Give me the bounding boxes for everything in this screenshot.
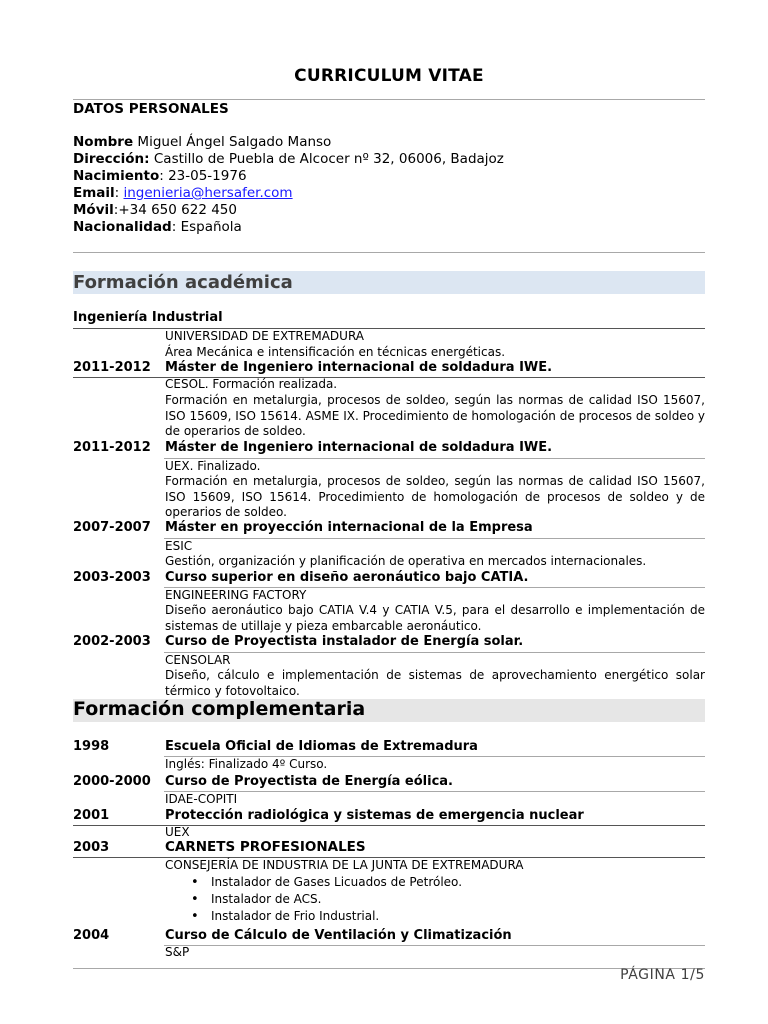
nationality-row	[73, 219, 504, 236]
year: 2000-2000	[73, 774, 151, 789]
name-value: Miguel Ángel Salgado Manso	[133, 134, 332, 150]
year: 2002-2003	[73, 634, 151, 649]
institution: UEX	[165, 825, 190, 839]
nationality-value: : Española	[171, 219, 242, 235]
description: Diseño aeronáutico bajo CATIA V.4 y CATIA V.5, para el desarrollo e implementación de sistemas de utillaje y pieza embarcable aeronáutico.	[165, 603, 705, 633]
year: 2001	[73, 808, 110, 823]
document-title: CURRICULUM VITAE	[294, 66, 484, 86]
email-link[interactable]: ingenieria@hersafer.com	[123, 185, 293, 201]
mobile-value: :+34 650 622 450	[113, 202, 237, 218]
address-value: Castillo de Puebla de Alcocer nº 32, 06006, Badajoz	[149, 151, 504, 167]
name-label: Nombre	[73, 134, 134, 150]
course-title: Máster de Ingeniero internacional de soldadura IWE.	[165, 440, 553, 455]
description: Formación en metalurgia, procesos de soldeo, según las normas de calidad ISO 15607, ISO 15609, ISO 15614. ASME IX. Procedimiento de homologación de procesos de soldeo y de operarios de soldeo.	[165, 393, 705, 438]
year: 1998	[73, 739, 110, 754]
description: Área Mecánica e intensificación en técnicas energéticas.	[165, 345, 506, 359]
year: 2004	[73, 928, 110, 943]
email-label: Email	[73, 185, 115, 201]
institution: Inglés: Finalizado 4º Curso.	[165, 757, 328, 771]
year: 2003-2003	[73, 570, 151, 585]
course-title: Protección radiológica y sistemas de emergencia nuclear	[165, 808, 584, 823]
entry-divider	[164, 791, 705, 792]
course-title: CARNETS PROFESIONALES	[165, 839, 366, 855]
name-row	[73, 134, 504, 151]
institution: ENGINEERING FACTORY	[165, 588, 307, 602]
address-row	[73, 151, 504, 168]
license-item: • Instalador de Frio Industrial.	[165, 908, 705, 925]
institution: CENSOLAR	[165, 653, 231, 667]
year: 2011-2012	[73, 440, 151, 455]
course-title: Curso de Proyectista instalador de Energía solar.	[165, 634, 524, 649]
course-title: Máster en proyección internacional de la Empresa	[165, 520, 533, 535]
year: 2007-2007	[73, 520, 151, 535]
section-title-academic: Formación académica	[73, 272, 293, 293]
birth-label: Nacimiento	[73, 168, 160, 184]
footer-divider	[73, 968, 705, 969]
birth-value: : 23-05-1976	[159, 168, 247, 184]
course-title: Curso de Proyectista de Energía eólica.	[165, 774, 453, 789]
mobile-label: Móvil	[73, 202, 114, 218]
description: Diseño, cálculo e implementación de sistemas de aprovechamiento energético solar térmico y fotovoltaico.	[165, 668, 705, 698]
divider	[73, 252, 705, 253]
address-label: Dirección:	[73, 151, 150, 167]
entry-divider	[164, 652, 705, 653]
institution: ESIC	[165, 539, 193, 553]
email-row	[73, 185, 504, 202]
institution: UNIVERSIDAD DE EXTREMADURA	[165, 329, 365, 343]
institution: IDAE-COPITI	[165, 792, 238, 806]
description: Formación en metalurgia, procesos de soldeo, según las normas de calidad ISO 15607, ISO 15609, ISO 15614. Procedimiento de homologación de procesos de soldeo y de operarios de soldeo.	[165, 474, 705, 519]
divider	[73, 99, 705, 100]
entry-divider	[164, 538, 705, 539]
institution: CONSEJERÍA DE INDUSTRIA DE LA JUNTA DE EXTREMADURA	[165, 858, 524, 872]
description: Gestión, organización y planificación de operativa en mercados internacionales.	[165, 554, 647, 568]
nationality-label: Nacionalidad	[73, 219, 172, 235]
year: 2003	[73, 840, 110, 855]
license-list	[165, 874, 705, 925]
course-title: Curso superior en diseño aeronáutico bajo CATIA.	[165, 570, 529, 585]
section-title-complementary: Formación complementaria	[73, 698, 366, 720]
course-title: Máster de Ingeniero internacional de soldadura IWE.	[165, 360, 553, 375]
degree-heading: Ingeniería Industrial	[73, 310, 223, 325]
license-item: • Instalador de Gases Licuados de Petróleo.	[165, 874, 705, 891]
page-number: PÁGINA 1/5	[620, 967, 705, 983]
course-title: Curso de Cálculo de Ventilación y Climatización	[165, 928, 512, 943]
institution: UEX. Finalizado.	[165, 459, 261, 473]
email-separator: :	[114, 185, 124, 201]
entry-divider	[164, 945, 705, 946]
license-item: • Instalador de ACS.	[165, 891, 705, 908]
birth-row	[73, 168, 504, 185]
personal-data-block	[73, 134, 504, 236]
institution: CESOL. Formación realizada.	[165, 377, 338, 391]
mobile-row	[73, 202, 504, 219]
year: 2011-2012	[73, 360, 151, 375]
course-title: Escuela Oficial de Idiomas de Extremadura	[165, 739, 478, 754]
institution: S&P	[165, 945, 190, 959]
personal-data-heading: DATOS PERSONALES	[73, 101, 229, 117]
